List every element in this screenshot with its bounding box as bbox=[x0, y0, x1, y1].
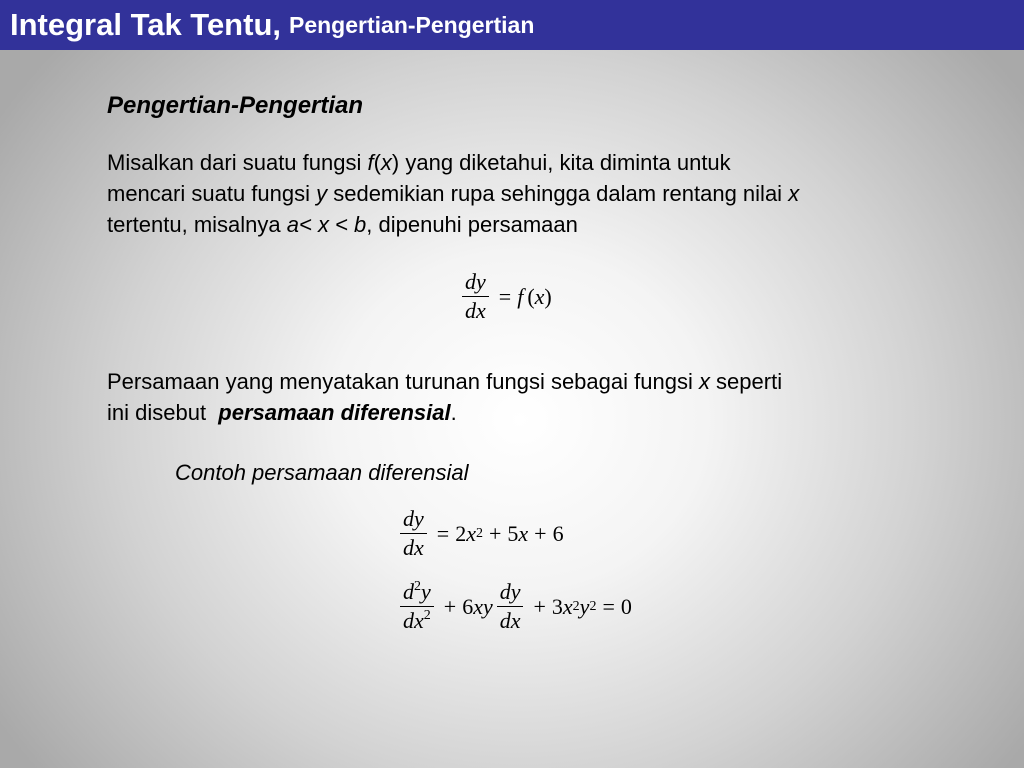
text: . bbox=[450, 400, 457, 425]
paragraph-line bbox=[107, 366, 937, 397]
fraction bbox=[400, 505, 427, 562]
denominator: dx bbox=[403, 535, 424, 560]
text: y bbox=[316, 181, 328, 206]
exponent: 2 bbox=[423, 608, 431, 623]
text: x bbox=[788, 181, 800, 206]
math-symbol: x bbox=[466, 520, 476, 546]
text: x bbox=[698, 369, 710, 394]
text: mencari suatu fungsi bbox=[107, 181, 317, 206]
text: a< x < b bbox=[286, 212, 367, 237]
example-equation-2: $\frac{d^2y}{dx^2}$ + 6 xy $\frac{dy}{dx}$ + 3 x 2 y 2 = 0 bbox=[396, 578, 632, 635]
equals-sign: = bbox=[498, 283, 512, 309]
text: ) yang diketahui, kita diminta untuk bbox=[391, 150, 731, 175]
text: ini disebut bbox=[107, 400, 219, 425]
math-symbol: d bbox=[403, 579, 414, 604]
denominator bbox=[400, 607, 434, 635]
text: Persamaan yang menyatakan turunan fungsi sebagai fungsi bbox=[107, 369, 699, 394]
emphasized-term: persamaan diferensial bbox=[218, 400, 451, 425]
paragraph-line bbox=[107, 147, 937, 178]
math-symbol: y bbox=[421, 579, 431, 604]
paragraph-line bbox=[107, 397, 937, 428]
slide-subtitle: Pengertian-Pengertian bbox=[289, 11, 535, 38]
math-symbol: 6 bbox=[462, 593, 474, 619]
paragraph-line bbox=[107, 209, 937, 240]
text: x bbox=[380, 150, 392, 175]
math-symbol: f bbox=[517, 283, 524, 309]
math-symbol: ) bbox=[544, 283, 552, 309]
denominator: dx bbox=[499, 608, 521, 633]
text: , dipenuhi persamaan bbox=[366, 212, 578, 237]
equals-sign: = bbox=[602, 593, 615, 619]
text: seperti bbox=[709, 369, 783, 394]
text: ( bbox=[373, 150, 381, 175]
slide-title: Integral Tak Tentu, bbox=[10, 7, 281, 42]
section-heading: Pengertian-Pengertian bbox=[107, 92, 364, 119]
exponent: 2 bbox=[414, 579, 421, 594]
plus-sign: + bbox=[488, 520, 502, 546]
math-symbol: ( bbox=[527, 283, 535, 309]
paragraph-line bbox=[107, 178, 937, 209]
text: Misalkan dari suatu fungsi bbox=[107, 150, 368, 175]
math-symbol: x bbox=[534, 283, 545, 309]
example-label: Contoh persamaan diferensial bbox=[175, 460, 469, 485]
fraction bbox=[462, 268, 489, 325]
numerator: dy bbox=[403, 506, 424, 531]
plus-sign: + bbox=[443, 593, 457, 619]
math-symbol: 5 bbox=[507, 520, 519, 546]
numerator: dy bbox=[499, 579, 521, 604]
math-symbol: x bbox=[518, 520, 529, 546]
fraction bbox=[400, 578, 434, 635]
text: f bbox=[367, 150, 374, 175]
title-bar bbox=[0, 0, 1024, 50]
math-symbol: 0 bbox=[620, 593, 632, 619]
denominator: dx bbox=[465, 298, 486, 323]
math-symbol: 3 bbox=[551, 593, 563, 619]
numerator bbox=[400, 578, 434, 606]
math-symbol: y bbox=[579, 593, 590, 619]
equation-dydx-fx bbox=[458, 268, 552, 325]
math-symbol: xy bbox=[473, 593, 493, 619]
plus-sign: + bbox=[533, 593, 546, 619]
text: sedemikian rupa sehingga dalam rentang nilai bbox=[327, 181, 789, 206]
paragraph-differential bbox=[107, 366, 937, 428]
equals-sign: = bbox=[436, 520, 450, 546]
math-symbol: x bbox=[562, 593, 573, 619]
math-symbol: dx bbox=[403, 608, 424, 633]
math-symbol: 6 bbox=[552, 520, 564, 546]
plus-sign: + bbox=[534, 520, 547, 546]
text: tertentu, misalnya bbox=[107, 212, 287, 237]
fraction bbox=[497, 578, 524, 635]
paragraph-definition bbox=[107, 147, 937, 240]
example-equation-1: $\frac{dy}{dx}$ = 2 x 2 + 5 x + 6 bbox=[396, 505, 564, 562]
numerator: dy bbox=[465, 269, 486, 294]
math-symbol: 2 bbox=[455, 520, 467, 546]
